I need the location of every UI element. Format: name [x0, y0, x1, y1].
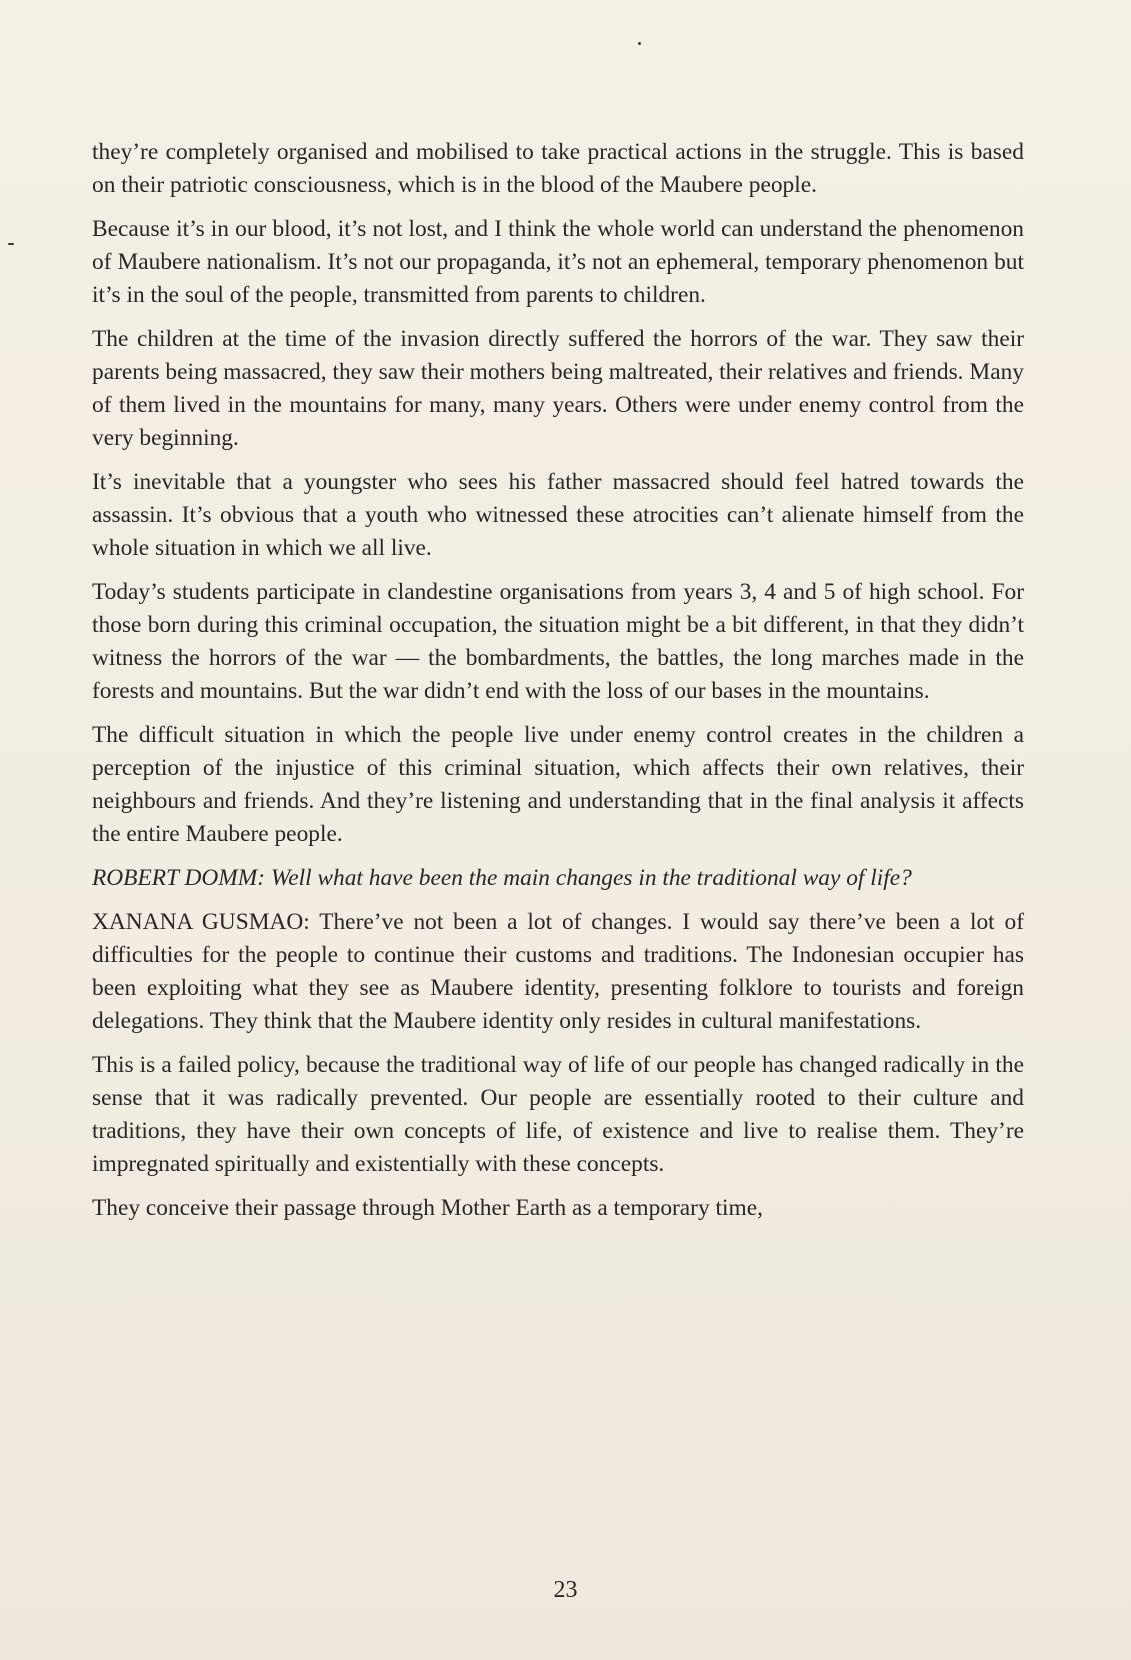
- paragraph: It’s inevitable that a youngster who sees his father massacred should feel hatred towards the assassin. It’s obvious that a youth who witnessed these atrocities can’t alienate himself from the whole situation in which we all live.: [92, 469, 1024, 561]
- ink-speck: [8, 243, 14, 245]
- page-number: 23: [553, 1577, 578, 1603]
- paragraph: Today’s students participate in clandestine organisations from years 3, 4 and 5 of high school. For those born during this criminal occupation, the situation might be a bit different, in that they didn’t witness the horrors of the war — the bombardments, the battles, the long marches made in the forests and mountains. But the war didn’t end with the loss of our bases in the mountains.: [92, 579, 1024, 704]
- paragraph: they’re completely organised and mobilised to take practical actions in the struggle. This is based on their patriotic consciousness, which is in the blood of the Maubere people.: [92, 139, 1024, 198]
- ink-speck: [638, 42, 641, 45]
- paragraph: XANANA GUSMAO: There’ve not been a lot of changes. I would say there’ve been a lot of difficulties for the people to continue their customs and traditions. The Indonesian occupier has been exploiting what they see as Maubere identity, presenting folklore to tourists and foreign delegations. They think that the Maubere identity only resides in cultural manifestations.: [92, 909, 1024, 1034]
- body-text: [92, 136, 1024, 1236]
- paragraph: The difficult situation in which the people live under enemy control creates in the children a perception of the injustice of this criminal situation, which affects their own relatives, their neighbours and friends. And they’re listening and understanding that in the final analysis it affects the entire Maubere people.: [92, 722, 1024, 847]
- paragraph: This is a failed policy, because the traditional way of life of our people has changed radically in the sense that it was radically prevented. Our people are essentially rooted to their culture and traditions, they have their own concepts of life, of existence and live to realise them. They’re impregnated spiritually and existentially with these concepts.: [92, 1052, 1024, 1177]
- paragraph: Because it’s in our blood, it’s not lost, and I think the whole world can understand the phenomenon of Maubere nationalism. It’s not our propaganda, it’s not an ephemeral, temporary phenomenon but it’s in the soul of the people, transmitted from parents to children.: [92, 216, 1024, 308]
- interviewer-question: ROBERT DOMM: Well what have been the main changes in the traditional way of life?: [92, 865, 912, 891]
- paragraph: They conceive their passage through Mother Earth as a temporary time,: [92, 1195, 763, 1221]
- paragraph: The children at the time of the invasion directly suffered the horrors of the war. They saw their parents being massacred, they saw their mothers being maltreated, their relatives and friends. Many of them lived in the mountains for many, many years. Others were under enemy control from the very beginning.: [92, 326, 1024, 451]
